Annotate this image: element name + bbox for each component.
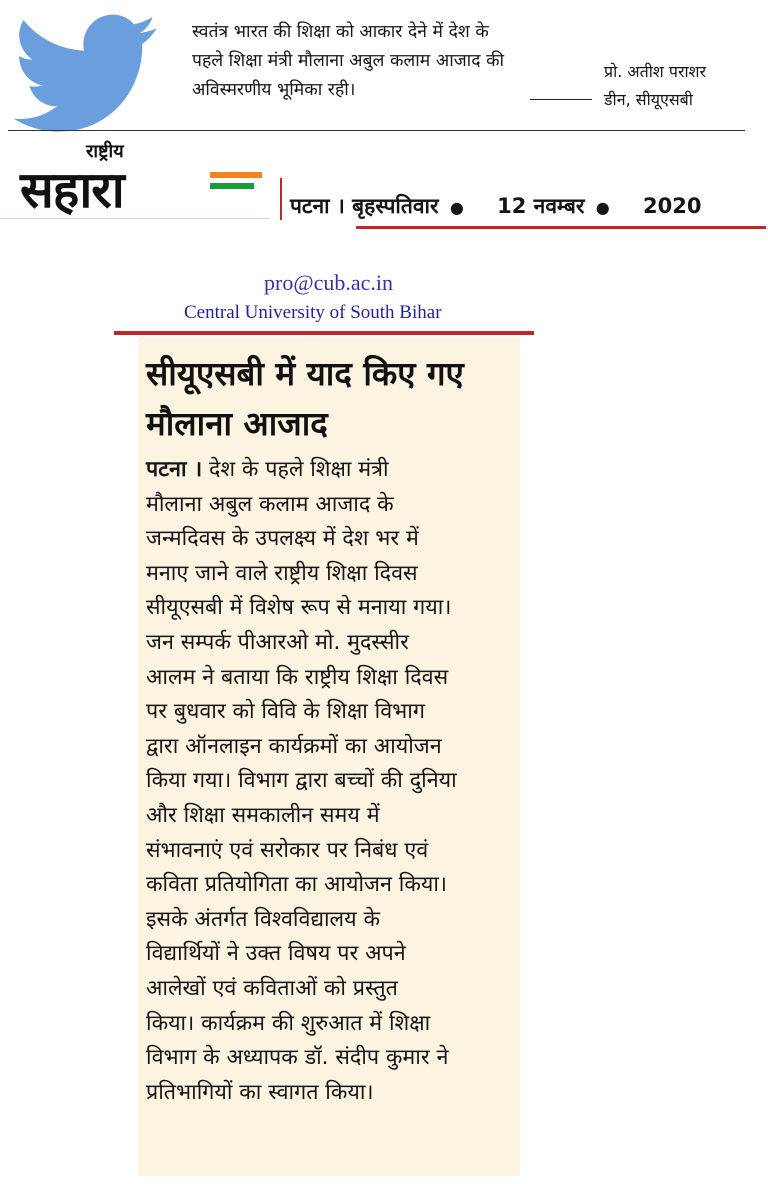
body-line: सीयूएसबी में विशेष रूप से मनाया गया। — [146, 595, 452, 621]
quote-line: अविस्मरणीय भूमिका रही। — [192, 80, 356, 100]
author-title: डीन, सीयूएसबी — [604, 90, 693, 109]
body-line: प्रतिभागियों का स्वागत किया। — [146, 1079, 374, 1105]
body-line-text: देश के पहले शिक्षा मंत्री — [202, 457, 389, 482]
headline-line: मौलाना आजाद — [146, 404, 328, 443]
body-line: द्वारा ऑनलाइन कार्यक्रमों का आयोजन — [146, 733, 442, 759]
body-line: आलेखों एवं कविताओं को प्रस्तुत — [146, 975, 398, 1001]
dateline — [290, 192, 701, 220]
masthead-logo: सहारा — [20, 161, 124, 219]
masthead-underline — [0, 218, 270, 219]
quote-line: पहले शिक्षा मंत्री मौलाना अबुल कलाम आजाद की — [192, 51, 505, 71]
quote-text — [192, 18, 592, 105]
body-line: मौलाना अबुल कलाम आजाद के — [146, 491, 394, 517]
dateline-dot: ● — [595, 198, 610, 217]
header-divider — [8, 130, 745, 131]
contact-email: pro@cub.ac.in — [264, 270, 393, 295]
university-name: Central University of South Bihar — [184, 302, 442, 323]
body-line: और शिक्षा समकालीन समय में — [146, 802, 380, 828]
body-line: किया। कार्यक्रम की शुरुआत में शिक्षा — [146, 1010, 431, 1036]
quote-author — [604, 58, 706, 114]
body-line: जन सम्पर्क पीआरओ मो. मुदस्सीर — [146, 629, 409, 655]
body-line — [146, 453, 518, 488]
body-line: मनाए जाने वाले राष्ट्रीय शिक्षा दिवस — [146, 560, 418, 586]
masthead-flag-green — [210, 183, 254, 189]
body-line: विभाग के अध्यापक डॉ. संदीप कुमार ने — [146, 1045, 449, 1071]
dateline-rule — [356, 226, 766, 229]
body-line: पर बुधवार को विवि के शिक्षा विभाग — [146, 699, 425, 725]
dateline-marker — [280, 178, 282, 220]
body-line: किया गया। विभाग द्वारा बच्चों की दुनिया — [146, 768, 457, 794]
author-dash — [530, 99, 592, 100]
article-headline — [146, 349, 464, 449]
author-name: प्रो. अतीश पराशर — [604, 62, 707, 81]
quote-line: स्वतंत्र भारत की शिक्षा को आकार देने में देश के — [192, 22, 489, 42]
credit-rule — [114, 331, 534, 335]
body-line: आलम ने बताया कि राष्ट्रीय शिक्षा दिवस — [146, 664, 449, 690]
body-line: इसके अंतर्गत विश्वविद्यालय के — [146, 906, 380, 932]
headline-line: सीयूएसबी में याद किए गए — [146, 354, 464, 393]
dateline-city-day: पटना । बृहस्पतिवार — [290, 194, 439, 218]
body-line: जन्मदिवस के उपलक्ष्य में देश भर में — [146, 526, 419, 552]
dateline-year: 2020 — [643, 194, 702, 218]
body-line: संभावनाएं एवं सरोकार पर निबंध एवं — [146, 837, 429, 863]
body-line: कविता प्रतियोगिता का आयोजन किया। — [146, 872, 448, 898]
article-lead: पटना । — [146, 457, 203, 482]
masthead-subtitle: राष्ट्रीय — [86, 141, 124, 162]
twitter-bird-icon — [12, 14, 162, 134]
dateline-dot: ● — [449, 198, 464, 217]
body-line: विद्यार्थियों ने उक्त विषय पर अपने — [146, 941, 406, 967]
article-body — [146, 453, 518, 1110]
masthead-flag-saffron — [210, 172, 262, 178]
dateline-date: 12 नवम्बर — [497, 194, 585, 218]
